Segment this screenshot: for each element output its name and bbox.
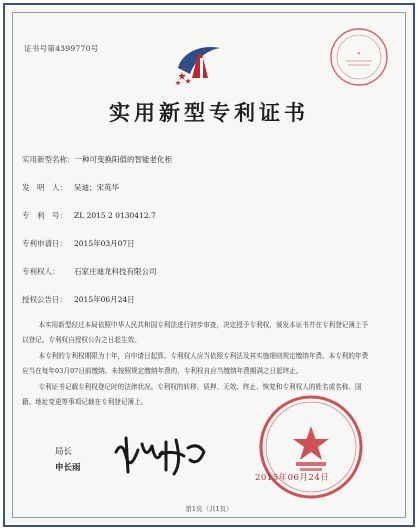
corner-seal-icon xyxy=(328,26,390,88)
seal-date: 2015年06月24日 xyxy=(255,473,330,483)
body-paragraph-status: 专利证书记载专利权登记时的法律状况。专利权的转移、质押、无效、终止、恢复和专利权人的姓名或名称、国籍、地址变更等事项记载在专利登记簿上。 xyxy=(22,383,362,406)
page-number: 第1页（共1页） xyxy=(185,505,233,513)
patent-number-value: ZL 2015 2 0130412.7 xyxy=(74,211,156,220)
director-name: 申长雨 xyxy=(55,463,81,473)
body-paragraph-term: 本专利的专利权期限为十年，自申请日起算。专利权人应当依照专利法及其实施细则规定缴纳年费。本专利的年费应当在每年03月07日前缴纳。未按照规定缴纳年费的，专利权自应当缴纳年费期满之日起终止。 xyxy=(22,352,369,375)
grant-date-label: 授权公告日： xyxy=(22,295,67,304)
inventor-row xyxy=(22,182,119,193)
certificate-number: 证书号第4399770号 xyxy=(24,44,99,53)
inventor-value: 吴迪；宋英华 xyxy=(74,183,119,192)
grant-date-value: 2015年06月24日 xyxy=(74,295,135,304)
patentee-label: 专利权人： xyxy=(22,267,60,276)
patent-number-label: 专 利 号： xyxy=(22,211,67,220)
patentee-value: 石家庄迪龙科技有限公司 xyxy=(74,267,157,276)
director-signature-icon xyxy=(112,430,212,480)
utility-model-name-label: 实用新型名称： xyxy=(22,155,75,164)
director-title: 局长 xyxy=(55,447,73,457)
patent-number-row xyxy=(22,210,156,221)
patentee-row xyxy=(22,266,157,277)
filing-date-row xyxy=(22,238,135,249)
certificate-title: 实用新型专利证书 xyxy=(109,100,309,125)
body-paragraph-grant: 本实用新型经过本局依照中华人民共和国专利法进行初步审查，决定授予专利权，颁发本证书并在专利登记簿上予以登记。专利权自授权公告之日起生效。 xyxy=(22,321,369,344)
grant-date-row xyxy=(22,294,135,305)
utility-model-name-value: 一种可变换阳值的智能老化柜 xyxy=(74,155,172,164)
official-seal-icon xyxy=(256,392,366,502)
svg-text:✦: ✦ xyxy=(356,51,362,57)
cnipa-emblem-icon xyxy=(172,38,226,90)
inventor-label: 发 明 人： xyxy=(22,183,67,192)
utility-model-name-row xyxy=(22,154,172,165)
filing-date-value: 2015年03月07日 xyxy=(74,239,135,248)
filing-date-label: 专利申请日： xyxy=(22,239,67,248)
